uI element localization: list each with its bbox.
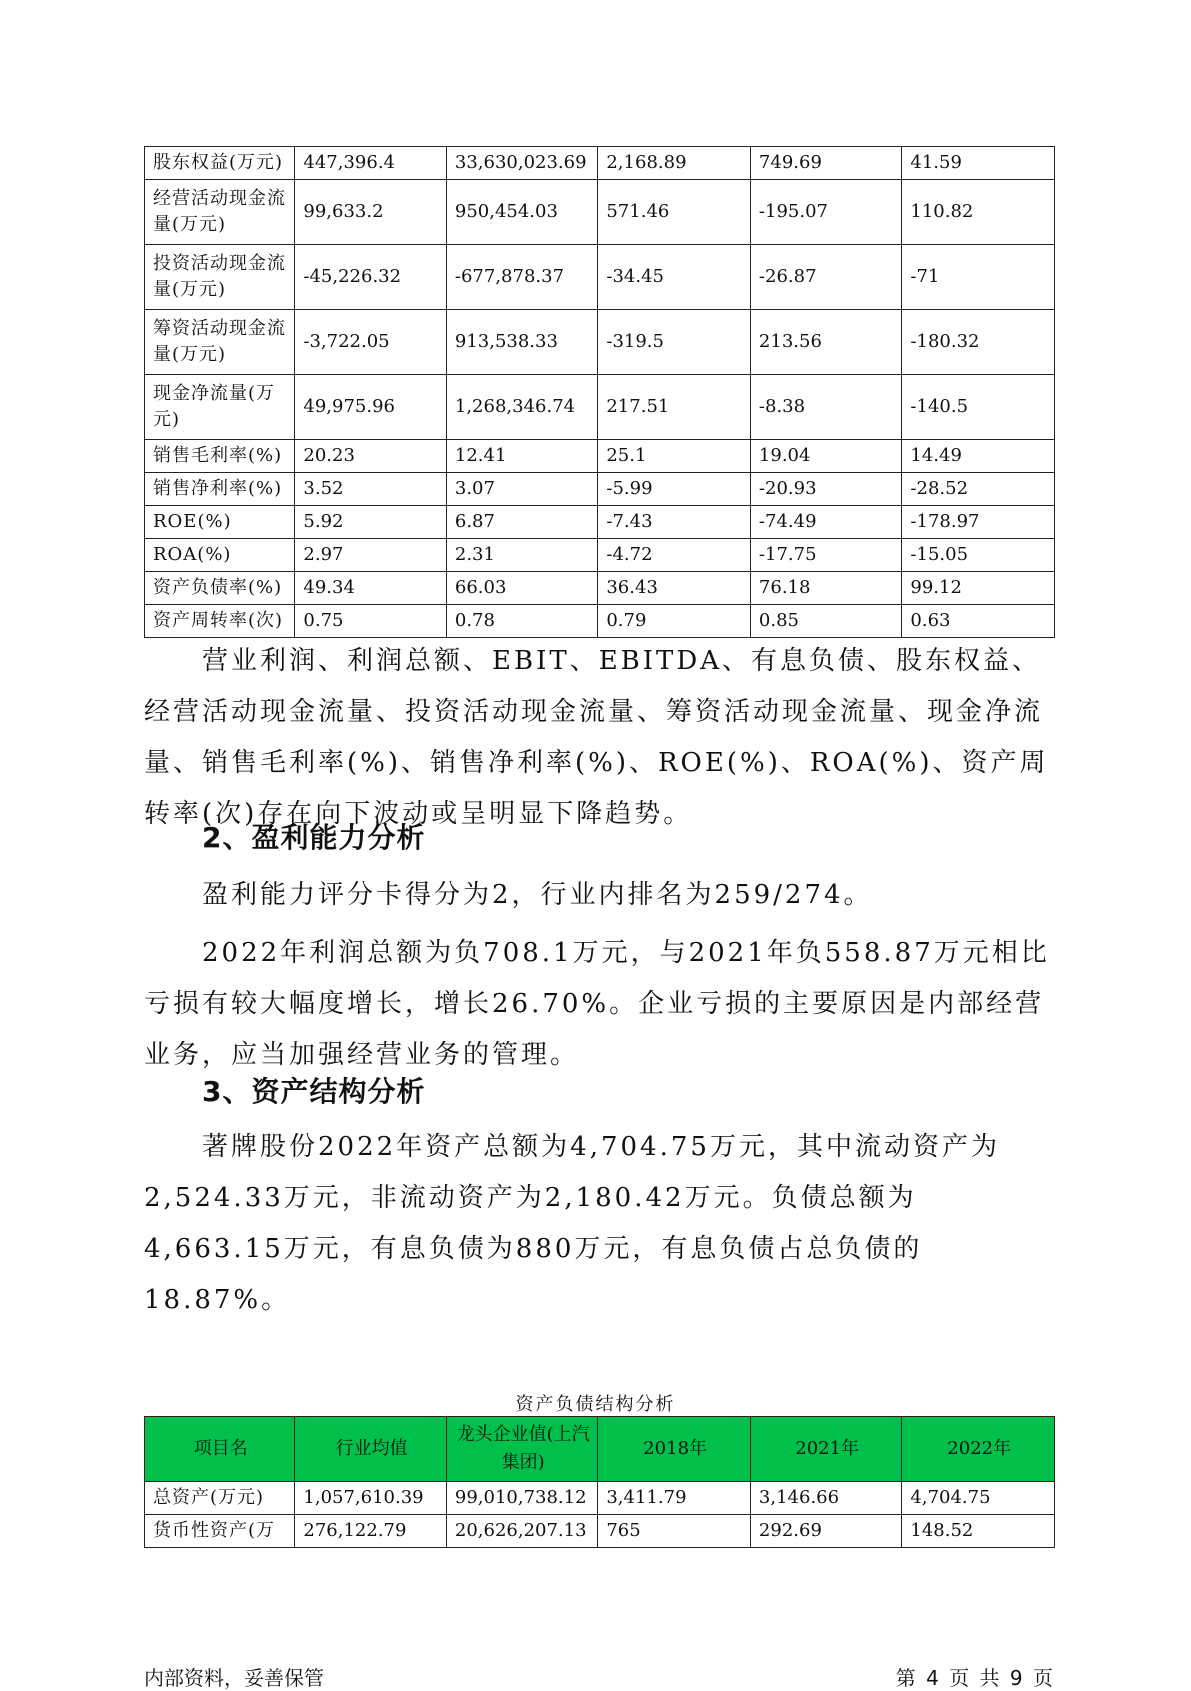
table-cell: 2.97	[295, 539, 446, 572]
score-paragraph-text: 盈利能力评分卡得分为2，行业内排名为259/274。	[202, 880, 873, 910]
table-cell: 217.51	[598, 375, 751, 440]
row-label: ROA(%)	[145, 539, 295, 572]
table-cell: 1,268,346.74	[446, 375, 597, 440]
table-cell: -5.99	[598, 473, 751, 506]
row-label: 股东权益(万元)	[145, 147, 295, 180]
table-cell: -71	[902, 245, 1055, 310]
table-cell: 950,454.03	[446, 180, 597, 245]
table-cell: 3,411.79	[598, 1482, 751, 1515]
financial-indicators-table	[144, 146, 1055, 638]
row-label: 筹资活动现金流量(万元)	[145, 310, 295, 375]
table-cell: 36.43	[598, 572, 751, 605]
asset-paragraph-text: 著牌股份2022年资产总额为4,704.75万元，其中流动资产为2,524.33万元，非流动资产为2,180.42万元。负债总额为4,663.15万元，有息负债为880万元，有息负债占总负债的18.87%。	[144, 1132, 1000, 1315]
table-cell: 2,168.89	[598, 147, 751, 180]
row-label: 总资产(万元)	[145, 1482, 295, 1515]
table-cell: -3,722.05	[295, 310, 446, 375]
table-cell: 41.59	[902, 147, 1055, 180]
table-cell: 14.49	[902, 440, 1055, 473]
table-cell: -140.5	[902, 375, 1055, 440]
table-caption: 资产负债结构分析	[515, 1394, 676, 1415]
trend-paragraph-text: 营业利润、利润总额、EBIT、EBITDA、有息负债、股东权益、经营活动现金流量、投资活动现金流量、筹资活动现金流量、现金净流量、销售毛利率(%)、销售净利率(%)、ROE(%)、ROA(%)、资产周转率(次)存在向下波动或呈明显下降趋势。	[144, 646, 1049, 829]
table-cell: 66.03	[446, 572, 597, 605]
table-cell: 5.92	[295, 506, 446, 539]
table-cell: -17.75	[750, 539, 901, 572]
table-cell: -28.52	[902, 473, 1055, 506]
table-row	[145, 310, 1055, 375]
table-cell: -8.38	[750, 375, 901, 440]
table-cell: 0.75	[295, 605, 446, 638]
table-row	[145, 473, 1055, 506]
table-cell: 99,010,738.12	[446, 1482, 597, 1515]
row-label: 经营活动现金流量(万元)	[145, 180, 295, 245]
column-header: 2021年	[750, 1417, 901, 1482]
row-label: 投资活动现金流量(万元)	[145, 245, 295, 310]
profit-paragraph-text: 2022年利润总额为负708.1万元，与2021年负558.87万元相比亏损有较大幅度增长，增长26.70%。企业亏损的主要原因是内部经营业务，应当加强经营业务的管理。	[144, 938, 1050, 1070]
table-row	[145, 539, 1055, 572]
table-cell: 0.63	[902, 605, 1055, 638]
row-label: 销售毛利率(%)	[145, 440, 295, 473]
table-cell: 0.79	[598, 605, 751, 638]
table-row	[145, 605, 1055, 638]
column-header: 行业均值	[295, 1417, 446, 1482]
table-cell: 49,975.96	[295, 375, 446, 440]
table-cell: -319.5	[598, 310, 751, 375]
table-cell: -677,878.37	[446, 245, 597, 310]
table-cell: 3.52	[295, 473, 446, 506]
table-cell: 0.85	[750, 605, 901, 638]
table-row	[145, 1482, 1055, 1515]
table-cell: -20.93	[750, 473, 901, 506]
table-cell: 19.04	[750, 440, 901, 473]
table-cell: -15.05	[902, 539, 1055, 572]
table-row	[145, 440, 1055, 473]
table-cell: 110.82	[902, 180, 1055, 245]
table-cell: -74.49	[750, 506, 901, 539]
row-label: 资产负债率(%)	[145, 572, 295, 605]
table-row	[145, 375, 1055, 440]
table-cell: -180.32	[902, 310, 1055, 375]
column-header: 2022年	[902, 1417, 1055, 1482]
table-cell: 447,396.4	[295, 147, 446, 180]
row-label: 销售净利率(%)	[145, 473, 295, 506]
table-row	[145, 180, 1055, 245]
table-header-row	[145, 1417, 1055, 1482]
table-cell: 33,630,023.69	[446, 147, 597, 180]
table-cell: 6.87	[446, 506, 597, 539]
profit-paragraph	[144, 928, 1056, 1081]
table-cell: 213.56	[750, 310, 901, 375]
table-cell: 76.18	[750, 572, 901, 605]
table-cell: 148.52	[902, 1515, 1055, 1548]
table-cell: 20.23	[295, 440, 446, 473]
table-cell: 3,146.66	[750, 1482, 901, 1515]
table-cell: 4,704.75	[902, 1482, 1055, 1515]
table-row	[145, 506, 1055, 539]
table-cell: 99.12	[902, 572, 1055, 605]
table-cell: 913,538.33	[446, 310, 597, 375]
table-cell: -45,226.32	[295, 245, 446, 310]
column-header: 项目名	[145, 1417, 295, 1482]
asset-paragraph	[144, 1122, 1056, 1326]
table-cell: 571.46	[598, 180, 751, 245]
table-cell: -178.97	[902, 506, 1055, 539]
table-cell: 276,122.79	[295, 1515, 446, 1548]
table-cell: 20,626,207.13	[446, 1515, 597, 1548]
asset-structure-heading: 3、资产结构分析	[202, 1075, 426, 1108]
table-cell: 25.1	[598, 440, 751, 473]
table-cell: -4.72	[598, 539, 751, 572]
table-cell: -7.43	[598, 506, 751, 539]
table-cell: -195.07	[750, 180, 901, 245]
footer-page-number: 第 4 页 共 9 页	[895, 1666, 1055, 1690]
table-cell: 292.69	[750, 1515, 901, 1548]
profitability-heading: 2、盈利能力分析	[202, 821, 426, 854]
table-cell: -34.45	[598, 245, 751, 310]
table-cell: 3.07	[446, 473, 597, 506]
table-cell: 99,633.2	[295, 180, 446, 245]
table-row	[145, 245, 1055, 310]
row-label: 货币性资产(万	[145, 1515, 295, 1548]
table-cell: -26.87	[750, 245, 901, 310]
row-label: 现金净流量(万元)	[145, 375, 295, 440]
row-label: 资产周转率(次)	[145, 605, 295, 638]
row-label: ROE(%)	[145, 506, 295, 539]
trend-paragraph	[144, 636, 1056, 840]
table-row	[145, 572, 1055, 605]
table-cell: 1,057,610.39	[295, 1482, 446, 1515]
table-row	[145, 147, 1055, 180]
table-cell: 749.69	[750, 147, 901, 180]
table-row	[145, 1515, 1055, 1548]
column-header: 龙头企业值(上汽集团)	[446, 1417, 597, 1482]
column-header: 2018年	[598, 1417, 751, 1482]
table-cell: 12.41	[446, 440, 597, 473]
footer-confidential: 内部资料，妥善保管	[144, 1666, 324, 1690]
asset-liability-table	[144, 1416, 1055, 1548]
table-cell: 0.78	[446, 605, 597, 638]
table-cell: 49.34	[295, 572, 446, 605]
score-paragraph	[144, 870, 1056, 921]
table-cell: 2.31	[446, 539, 597, 572]
table-cell: 765	[598, 1515, 751, 1548]
